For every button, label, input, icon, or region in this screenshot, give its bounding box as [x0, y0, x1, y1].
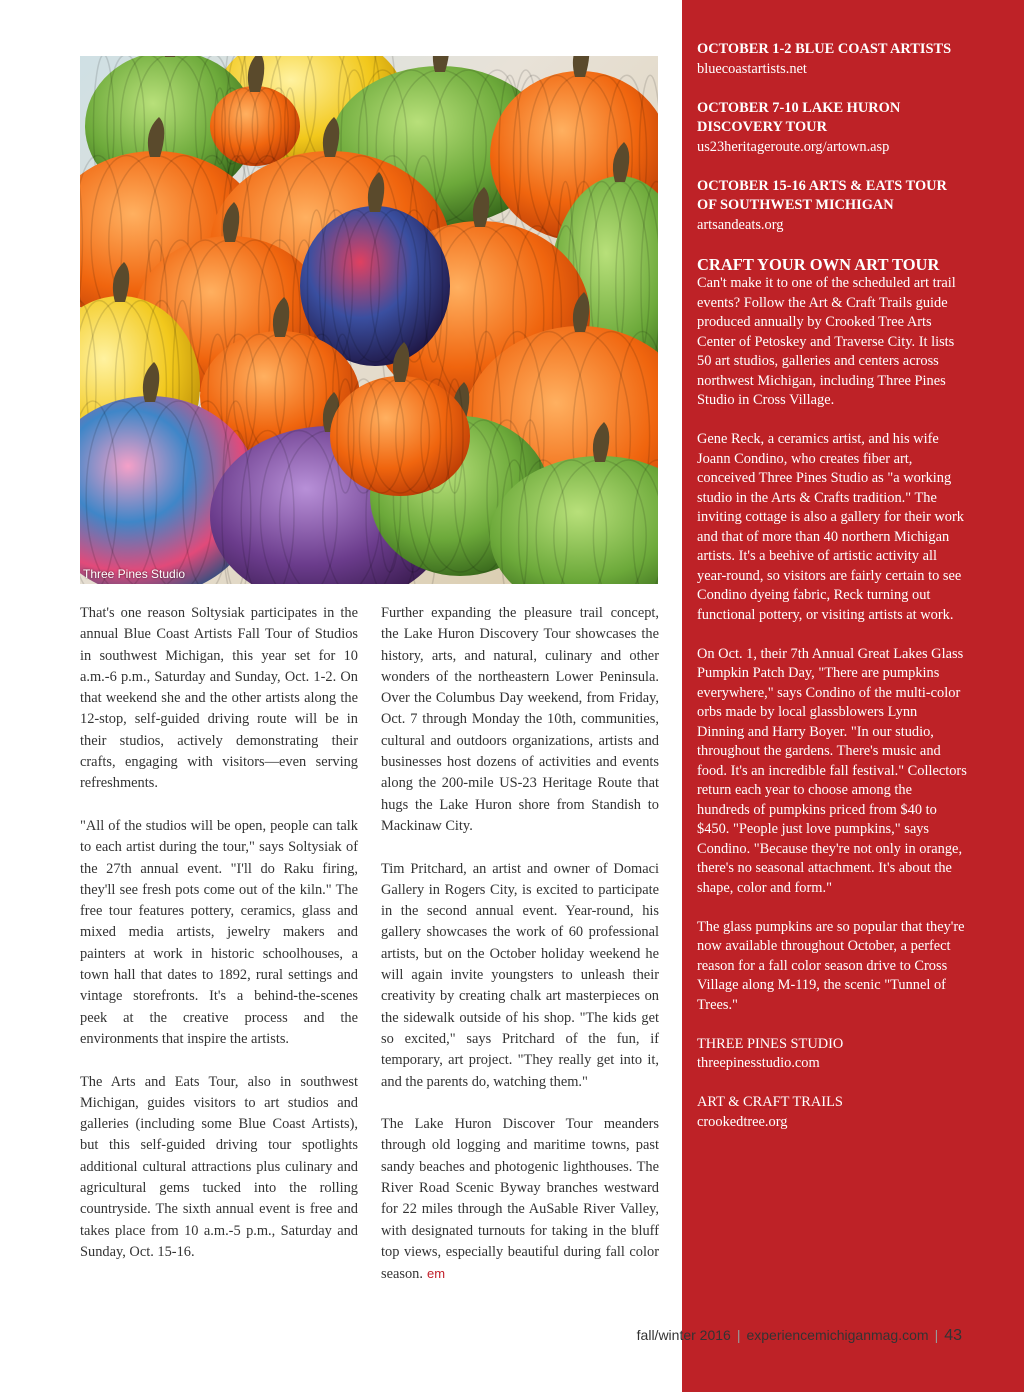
craft-tour-heading: CRAFT YOUR OWN ART TOUR [697, 254, 940, 274]
event-url[interactable]: bluecoastartists.net [697, 60, 807, 77]
article-column-2 [381, 603, 659, 1307]
contact-url[interactable]: crookedtree.org [697, 1113, 788, 1130]
footer-separator: | [934, 1327, 939, 1343]
contact-entry [697, 1035, 967, 1074]
contact-url[interactable]: threepinesstudio.com [697, 1055, 820, 1071]
article-paragraph-last [381, 1114, 659, 1285]
article-paragraph: That's one reason Soltysiak participates in the annual Blue Coast Artists Fall Tour of Studios in southwest Michigan, this year set for 10 a.m.-6 p.m., Saturday and Sunday, Oct. 1-2. On that weekend she and the other artists along the 12-stop, self-guided driving route will be in their studios, actively demonstrating their crafts, engaging with visitors—even serving refreshments. [80, 605, 358, 792]
sidebar-paragraph: On Oct. 1, their 7th Annual Great Lakes Glass Pumpkin Patch Day, "There are pumpkins everywhere," says Condino of the multi-color orbs made by local glassblowers Lynn Dinning and Harry Boyer. "In our studio, throughout the gardens. There's music and food. It's an incredible fall festival." Collectors return each year to choose among the hundreds of pumpkins priced from $40 to $450. "People just love pumpkins," says Condino. "Because they're not only in orange, there's no seasonal attachment. It's about the shape, color and form." [697, 645, 967, 896]
page-footer [637, 1327, 962, 1345]
event-title: OCTOBER 1-2 BLUE COAST ARTISTS [697, 41, 952, 57]
contact-entry [697, 1093, 967, 1132]
event-entry [697, 99, 967, 158]
event-title: OCTOBER 7-10 LAKE HURON DISCOVERY TOUR [697, 99, 901, 135]
sidebar [682, 0, 1024, 1392]
contact-name: ART & CRAFT TRAILS [697, 1094, 843, 1110]
event-entry [697, 40, 967, 79]
article-paragraph: Tim Pritchard, an artist and owner of Domaci Gallery in Rogers City, is excited to participate in the second annual event. Year-round, his gallery showcases the work of 60 professional artists, but on the October holiday weekend he will again invite youngsters to unleash their creativity by creating chalk art masterpieces on the sidewalk outside of his shop. "The kids get so excited," says Pritchard of the fun, if temporary, art project. "They really get into it, and the parents do, watching them." [381, 860, 659, 1090]
article-column-1 [80, 603, 358, 1285]
sidebar-paragraph: Gene Reck, a ceramics artist, and his wife Joann Condino, who creates fiber art, conceived Three Pines Studio as "a working studio in the Arts & Crafts tradition." The inviting cottage is also a gallery for their work and that of more than 40 northern Michigan artists. It's a beehive of artistic activity all year-round, so visitors are fairly certain to see Condino dyeing fabric, Reck turning out functional pottery, or visiting artists at work. [697, 431, 964, 623]
event-url[interactable]: us23heritageroute.org/artown.asp [697, 138, 890, 155]
article-paragraph: "All of the studios will be open, people can talk to each artist during the tour," says Soltysiak of the 27th annual event. "I'll do Raku firing, they'll see fresh pots come out of the kiln." The free tour features pottery, ceramics, glass and mixed media artists, jewelry makers and painters at work in historic schoolhouses, a town hall that dates to 1892, rural settings and vintage storefronts. It's a behind-the-scenes peek at the creative process and the environments that inspire the artists. [80, 817, 358, 1047]
photo-credit: Three Pines Studio [83, 567, 186, 581]
pumpkin-photo [80, 56, 658, 584]
end-mark: em [426, 1266, 446, 1282]
website-link[interactable]: experiencemichiganmag.com [746, 1327, 929, 1343]
event-url[interactable]: artsandeats.org [697, 216, 784, 233]
article-paragraph: The Arts and Eats Tour, also in southwest Michigan, guides visitors to art studios and galleries (including some Blue Coast Artists), but this self-guided driving tour spotlights additional cultural attractions plus culinary and agricultural gems tucked into the rolling countryside. The sixth annual event is free and takes place from 10 a.m.-5 p.m., Saturday and Sunday, Oct. 15-16. [80, 1073, 358, 1260]
page-number: 43 [944, 1327, 962, 1344]
sidebar-paragraph: Can't make it to one of the scheduled art trail events? Follow the Art & Craft Trails guide produced annually by Crooked Tree Arts Center of Petoskey and Traverse City. It lists 50 art studios, galleries and centers across northwest Michigan, including Three Pines Studio in Cross Village. [697, 275, 956, 408]
sidebar-paragraph: The glass pumpkins are so popular that they're now available throughout October, a perfect reason for a fall color season drive to Cross Village along M-119, the scenic "Tunnel of Trees." [697, 918, 965, 1013]
article-paragraph: Further expanding the pleasure trail concept, the Lake Huron Discovery Tour showcases the history, arts, and natural, culinary and other wonders of the northeastern Lower Peninsula. Over the Columbus Day weekend, from Friday, Oct. 7 through Monday the 10th, communities, cultural and outdoors organizations, artists and businesses host dozens of activities and events along the 200-mile US-23 Heritage Route that hugs the Lake Huron shore from Standish to Mackinaw City. [381, 605, 659, 834]
footer-separator: | [736, 1327, 741, 1343]
article-paragraph-text: The Lake Huron Discover Tour meanders through old logging and maritime towns, past sandy beaches and photogenic lighthouses. The River Road Scenic Byway branches westward for 22 miles through the AuSable River Valley, with designated turnouts for taking in the bluff top views, especially beautiful during fall color season. [381, 1116, 659, 1283]
issue-label: fall/winter 2016 [636, 1327, 731, 1343]
contact-name: THREE PINES STUDIO [697, 1035, 844, 1052]
event-entry [697, 177, 967, 236]
glass-pumpkins-illustration [80, 56, 658, 584]
sidebar-content [697, 40, 967, 1152]
event-title: OCTOBER 15-16 ARTS & EATS TOUR OF SOUTHWEST MICHIGAN [697, 177, 947, 213]
